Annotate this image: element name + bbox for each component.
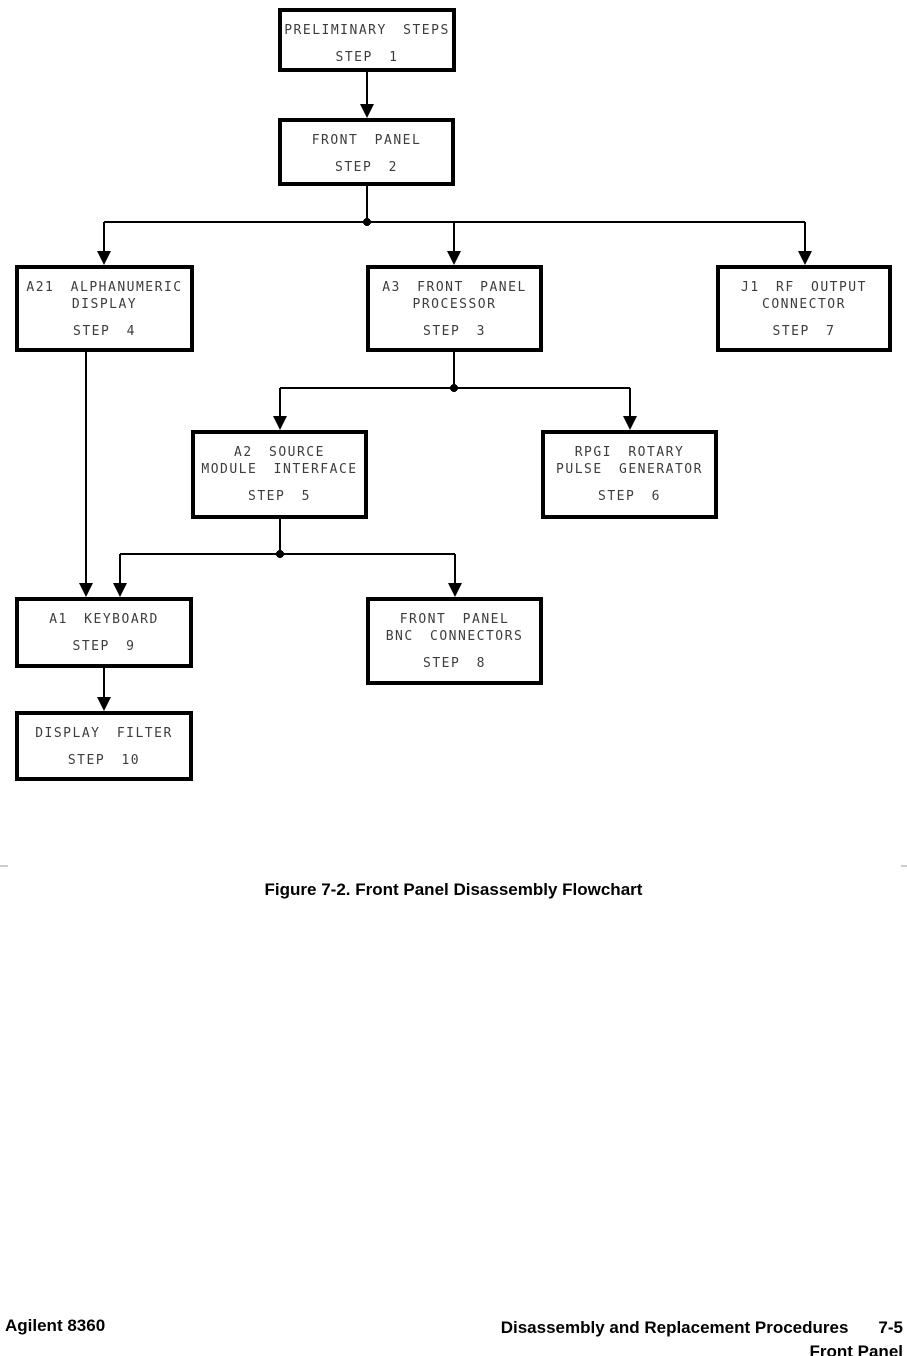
flow-node-step-4	[15, 265, 194, 352]
node-title-line: A3 FRONT PANEL	[382, 280, 527, 295]
node-step-label: STEP 2	[335, 160, 398, 175]
node-title-line: FRONT PANEL	[399, 612, 510, 627]
flow-node-step-5	[191, 430, 368, 519]
node-title-line: MODULE INTERFACE	[201, 462, 358, 477]
page-edge-mark	[0, 865, 8, 867]
figure-caption: Figure 7-2. Front Panel Disassembly Flowchart	[264, 880, 643, 899]
flow-node-step-8	[366, 597, 543, 685]
node-step-label: STEP 9	[72, 639, 136, 654]
node-step-label: STEP 8	[423, 656, 486, 671]
footer-section-title: Disassembly and Replacement Procedures	[500, 1318, 849, 1337]
node-step-label: STEP 10	[67, 753, 141, 768]
node-step-label: STEP 5	[248, 489, 311, 504]
node-step-label: STEP 4	[73, 324, 136, 339]
node-title-line: RPGI ROTARY	[574, 445, 685, 460]
page-edge-mark	[901, 865, 907, 867]
footer-section-line	[501, 1316, 903, 1340]
flow-node-step-10	[15, 711, 193, 781]
node-title-line: A1 KEYBOARD	[49, 612, 159, 627]
node-step-label: STEP 1	[335, 50, 399, 65]
node-step-label: STEP 3	[423, 324, 486, 339]
node-title-line: A2 SOURCE	[234, 445, 325, 460]
node-step-label: STEP 6	[598, 489, 661, 504]
node-title-line: FRONT PANEL	[311, 133, 422, 148]
footer-section-info	[501, 1316, 903, 1356]
flow-node-step-1	[278, 8, 456, 72]
node-title-line: CONNECTOR	[762, 297, 846, 312]
node-title-line: J1 RF OUTPUT	[741, 280, 867, 295]
flow-node-step-3	[366, 265, 543, 352]
node-title-line: PROCESSOR	[412, 297, 497, 312]
node-title-line: PULSE GENERATOR	[556, 462, 703, 477]
flow-node-step-6	[541, 430, 718, 519]
footer-page-number: 7-5	[878, 1318, 903, 1337]
flow-node-step-2	[278, 118, 455, 186]
node-title-line: DISPLAY	[71, 297, 138, 312]
flow-node-step-9	[15, 597, 193, 668]
node-title-line: PRELIMINARY STEPS	[284, 23, 450, 38]
flow-node-step-7	[716, 265, 892, 352]
node-title-line: DISPLAY FILTER	[35, 726, 173, 741]
footer-section-subtitle: Front Panel	[809, 1342, 903, 1356]
node-step-label: STEP 7	[772, 324, 836, 339]
node-title-line: BNC CONNECTORS	[385, 629, 524, 644]
node-title-line: A21 ALPHANUMERIC	[26, 280, 183, 295]
footer-product-name: Agilent 8360	[5, 1316, 106, 1335]
